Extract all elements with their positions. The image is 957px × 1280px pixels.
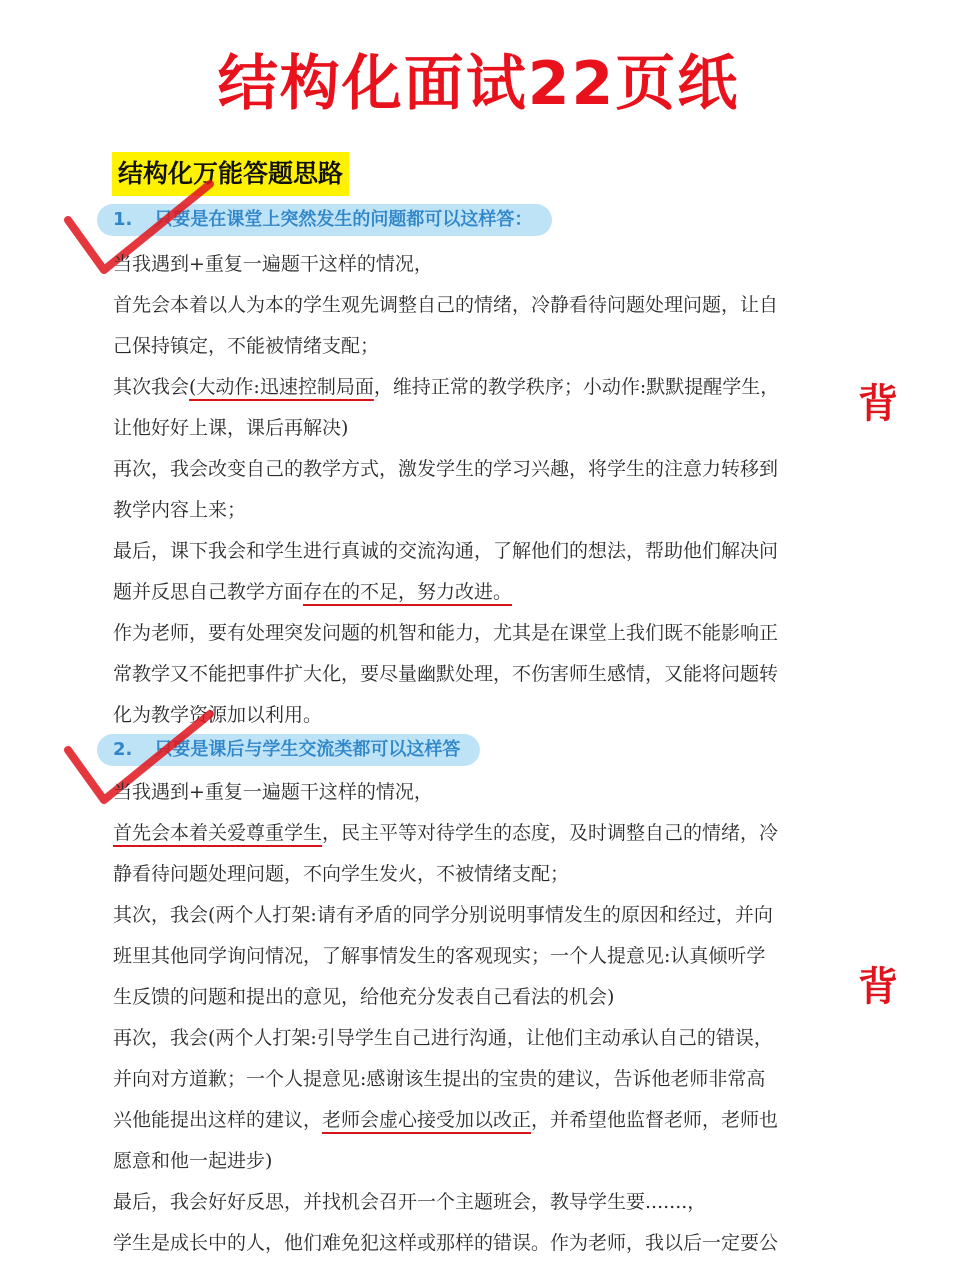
body-line xyxy=(113,1100,778,1141)
body-line: 学生是成长中的人，他们难免犯这样或那样的错误。作为老师，我以后一定要公 xyxy=(113,1232,779,1254)
body-line xyxy=(113,367,779,408)
body-line: 班里其他同学询问情况，了解事情发生的客观现实；一个人提意见:认真倾听学 xyxy=(113,945,766,967)
section-heading-highlight: 结构化万能答题思路 xyxy=(112,152,349,196)
text-segment: 题并反思自己教学方面 xyxy=(113,581,304,603)
body-line xyxy=(113,572,779,613)
body-line: 其次，我会(两个人打架:请有矛盾的同学分别说明事情发生的原因和经过，并向 xyxy=(113,904,773,926)
body-line: 首先会本着以人为本的学生观先调整自己的情绪，冷静看待问题处理问题，让自 xyxy=(113,294,779,316)
text-segment: ，民主平等对待学生的态度，及时调整自己的情绪，冷 xyxy=(322,822,779,844)
text-segment: ，维持正常的教学秩序；小动作:默默提醒学生， xyxy=(373,376,780,398)
section-1-body xyxy=(113,244,779,736)
body-line: 再次，我会(两个人打架:引导学生自己进行沟通，让他们主动承认自己的错误， xyxy=(113,1027,773,1049)
text-segment: ，并希望他监督老师，老师也 xyxy=(531,1109,779,1131)
section-1-title: 只要是在课堂上突然发生的问题都可以这样答： xyxy=(154,209,533,230)
section-1-number: 1. xyxy=(113,209,133,230)
memorize-note: 背 xyxy=(858,964,898,1010)
body-line: 愿意和他一起进步) xyxy=(113,1150,273,1172)
body-line: 并向对方道歉；一个人提意见:感谢该生提出的宝贵的建议，告诉他老师非常高 xyxy=(113,1068,766,1090)
body-line: 当我遇到+重复一遍题干这样的情况， xyxy=(113,253,433,275)
body-line: 己保持镇定，不能被情绪支配； xyxy=(113,335,380,357)
body-line: 最后，课下我会和学生进行真诚的交流沟通，了解他们的想法，帮助他们解决问 xyxy=(113,540,779,562)
body-line: 教学内容上来； xyxy=(113,499,247,521)
body-line: 静看待问题处理问题，不向学生发火，不被情绪支配； xyxy=(113,863,570,885)
page-title: 结构化面试22页纸 xyxy=(217,49,740,119)
text-segment: 兴他能提出这样的建议， xyxy=(113,1109,323,1131)
body-line: 最后，我会好好反思，并找机会召开一个主题班会，教导学生要.......， xyxy=(113,1191,707,1213)
memorize-note: 背 xyxy=(858,381,898,427)
body-line: 生反馈的问题和提出的意见，给他充分发表自己看法的机会) xyxy=(113,986,615,1008)
body-line: 再次，我会改变自己的教学方式，激发学生的学习兴趣，将学生的注意力转移到 xyxy=(113,458,779,480)
section-2-title: 只要是课后与学生交流类都可以这样答 xyxy=(154,739,461,760)
body-line: 常教学又不能把事件扩大化，要尽量幽默处理，不伤害师生感情，又能将问题转 xyxy=(113,663,779,685)
body-line: 化为教学资源加以利用。 xyxy=(113,704,323,726)
text-segment: 其次我会 xyxy=(113,376,190,398)
underlined-phrase: 存在的不足，努力改进。 xyxy=(303,581,513,603)
underlined-phrase: 老师会虚心接受加以改正 xyxy=(322,1109,532,1131)
body-line xyxy=(113,813,778,854)
underlined-phrase: (大动作:迅速控制局面 xyxy=(189,376,374,398)
body-line: 让他好好上课，课后再解决) xyxy=(113,417,349,439)
body-line: 当我遇到+重复一遍题干这样的情况， xyxy=(113,781,433,803)
underlined-phrase: 首先会本着关爱尊重学生 xyxy=(113,822,323,844)
section-2-body xyxy=(113,772,778,1264)
body-line: 作为老师，要有处理突发问题的机智和能力，尤其是在课堂上我们既不能影响正 xyxy=(113,622,779,644)
section-2-number: 2. xyxy=(113,739,133,760)
